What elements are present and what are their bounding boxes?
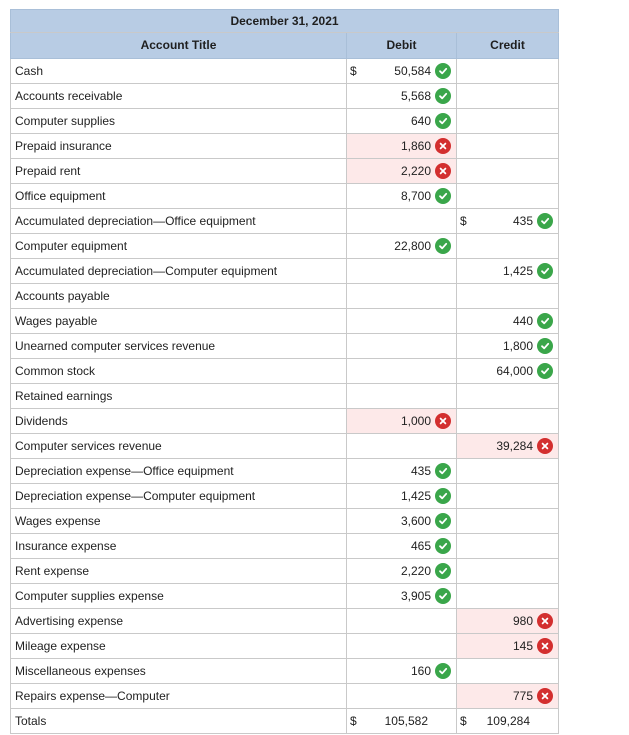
credit-amount-cell[interactable] xyxy=(457,609,559,634)
credit-amount-cell[interactable] xyxy=(457,434,559,459)
check-icon xyxy=(435,513,451,529)
debit-amount: 160 xyxy=(410,664,431,678)
check-icon xyxy=(435,663,451,679)
table-row xyxy=(11,609,559,634)
credit-amount-cell[interactable] xyxy=(457,409,559,434)
debit-amount: 105,582 xyxy=(384,714,428,728)
account-name: Wages expense xyxy=(11,509,347,534)
debit-amount-cell[interactable] xyxy=(347,184,457,209)
debit-amount-cell[interactable] xyxy=(347,234,457,259)
account-name: Accounts receivable xyxy=(11,84,347,109)
account-name: Depreciation expense—Office equipment xyxy=(11,459,347,484)
table-row xyxy=(11,634,559,659)
table-row xyxy=(11,334,559,359)
table-row xyxy=(11,309,559,334)
account-name: Cash xyxy=(11,59,347,84)
table-row xyxy=(11,534,559,559)
check-icon xyxy=(537,213,553,229)
credit-amount-cell[interactable] xyxy=(457,509,559,534)
x-icon xyxy=(537,688,553,704)
credit-amount-cell[interactable] xyxy=(457,159,559,184)
dollar-sign: $ xyxy=(460,714,467,728)
table-row xyxy=(11,159,559,184)
debit-amount-cell[interactable] xyxy=(347,584,457,609)
credit-amount: 1,425 xyxy=(502,264,534,278)
credit-amount-cell[interactable] xyxy=(457,484,559,509)
table-row xyxy=(11,109,559,134)
totals-row xyxy=(11,709,559,734)
credit-amount-cell[interactable] xyxy=(457,659,559,684)
check-icon xyxy=(537,338,553,354)
credit-amount-cell[interactable] xyxy=(457,384,559,409)
debit-amount-cell[interactable] xyxy=(347,609,457,634)
credit-amount-cell[interactable] xyxy=(457,359,559,384)
table-row xyxy=(11,459,559,484)
account-name: Office equipment xyxy=(11,184,347,209)
table-row xyxy=(11,259,559,284)
debit-amount-cell[interactable] xyxy=(347,359,457,384)
debit-amount: 1,000 xyxy=(400,414,431,428)
credit-amount-cell[interactable] xyxy=(457,309,559,334)
debit-amount-cell[interactable] xyxy=(347,309,457,334)
statement-date: December 31, 2021 xyxy=(11,10,559,33)
check-icon xyxy=(435,113,451,129)
credit-amount-cell[interactable] xyxy=(457,259,559,284)
credit-amount-cell[interactable] xyxy=(457,684,559,709)
debit-amount-cell[interactable] xyxy=(347,509,457,534)
table-row xyxy=(11,234,559,259)
debit-amount: 1,425 xyxy=(400,489,431,503)
debit-amount-cell[interactable] xyxy=(347,409,457,434)
table-row xyxy=(11,359,559,384)
account-name: Advertising expense xyxy=(11,609,347,634)
credit-header: Credit xyxy=(457,33,559,59)
credit-amount: 775 xyxy=(512,689,534,703)
debit-amount-cell[interactable] xyxy=(347,434,457,459)
check-icon xyxy=(435,588,451,604)
table-row xyxy=(11,184,559,209)
account-name: Prepaid rent xyxy=(11,159,347,184)
table-row xyxy=(11,559,559,584)
check-icon xyxy=(537,263,553,279)
account-name: Wages payable xyxy=(11,309,347,334)
credit-amount: 145 xyxy=(512,639,534,653)
debit-amount-cell[interactable] xyxy=(347,634,457,659)
account-name: Miscellaneous expenses xyxy=(11,659,347,684)
check-icon xyxy=(435,63,451,79)
x-icon xyxy=(435,413,451,429)
debit-amount: 1,860 xyxy=(400,139,431,153)
debit-amount: 8,700 xyxy=(400,189,431,203)
account-name: Dividends xyxy=(11,409,347,434)
account-name: Computer supplies xyxy=(11,109,347,134)
credit-amount-cell[interactable] xyxy=(457,284,559,309)
check-icon xyxy=(435,463,451,479)
credit-amount-cell[interactable] xyxy=(457,634,559,659)
date-header-row xyxy=(11,10,559,33)
account-title-header: Account Title xyxy=(11,33,347,59)
account-name: Accounts payable xyxy=(11,284,347,309)
table-row xyxy=(11,284,559,309)
account-name: Retained earnings xyxy=(11,384,347,409)
account-name: Common stock xyxy=(11,359,347,384)
account-name: Accumulated depreciation—Computer equipment xyxy=(11,259,347,284)
table-row xyxy=(11,209,559,234)
credit-amount-cell[interactable] xyxy=(457,184,559,209)
credit-amount: 39,284 xyxy=(496,439,534,453)
credit-amount-cell[interactable] xyxy=(457,334,559,359)
account-name: Accumulated depreciation—Office equipment xyxy=(11,209,347,234)
check-icon xyxy=(435,488,451,504)
account-name: Prepaid insurance xyxy=(11,134,347,159)
debit-amount-cell[interactable] xyxy=(347,384,457,409)
debit-amount-cell[interactable] xyxy=(347,559,457,584)
account-name: Computer services revenue xyxy=(11,434,347,459)
table-row xyxy=(11,84,559,109)
debit-header: Debit xyxy=(347,33,457,59)
debit-amount-cell[interactable] xyxy=(347,659,457,684)
totals-label: Totals xyxy=(11,709,347,734)
credit-amount-cell[interactable] xyxy=(457,534,559,559)
check-icon xyxy=(435,188,451,204)
debit-amount-cell[interactable] xyxy=(347,684,457,709)
debit-amount-cell[interactable] xyxy=(347,484,457,509)
check-icon xyxy=(537,313,553,329)
dollar-sign: $ xyxy=(460,214,467,228)
debit-amount-cell[interactable] xyxy=(347,209,457,234)
credit-amount-cell[interactable] xyxy=(457,209,559,234)
x-icon xyxy=(537,438,553,454)
debit-amount-cell[interactable] xyxy=(347,84,457,109)
table-row xyxy=(11,684,559,709)
credit-amount-cell[interactable] xyxy=(457,584,559,609)
x-icon xyxy=(435,163,451,179)
table-row xyxy=(11,134,559,159)
debit-amount-cell[interactable] xyxy=(347,334,457,359)
account-name: Computer equipment xyxy=(11,234,347,259)
check-icon xyxy=(435,563,451,579)
credit-amount-cell[interactable] xyxy=(457,234,559,259)
account-name: Unearned computer services revenue xyxy=(11,334,347,359)
debit-amount-cell[interactable] xyxy=(347,459,457,484)
table-row xyxy=(11,584,559,609)
check-icon xyxy=(435,538,451,554)
check-icon xyxy=(435,238,451,254)
credit-amount-cell[interactable] xyxy=(457,84,559,109)
account-name: Mileage expense xyxy=(11,634,347,659)
table-row xyxy=(11,509,559,534)
table-row xyxy=(11,409,559,434)
credit-amount-cell[interactable] xyxy=(457,109,559,134)
debit-amount: 5,568 xyxy=(400,89,431,103)
check-icon xyxy=(435,88,451,104)
account-name: Depreciation expense—Computer equipment xyxy=(11,484,347,509)
credit-amount-cell[interactable] xyxy=(457,134,559,159)
debit-amount: 435 xyxy=(410,464,431,478)
x-icon xyxy=(537,638,553,654)
debit-amount-cell[interactable] xyxy=(347,709,457,734)
column-header-row xyxy=(11,33,559,59)
debit-amount-cell[interactable] xyxy=(347,59,457,84)
credit-amount: 64,000 xyxy=(496,364,534,378)
debit-amount: 465 xyxy=(410,539,431,553)
debit-amount: 50,584 xyxy=(394,64,431,78)
trial-balance-table xyxy=(10,9,559,734)
debit-amount-cell[interactable] xyxy=(347,534,457,559)
account-name: Repairs expense—Computer xyxy=(11,684,347,709)
account-name: Insurance expense xyxy=(11,534,347,559)
debit-amount: 3,600 xyxy=(400,514,431,528)
table-row xyxy=(11,59,559,84)
debit-amount-cell[interactable] xyxy=(347,284,457,309)
debit-amount-cell[interactable] xyxy=(347,134,457,159)
dollar-sign: $ xyxy=(350,64,357,78)
credit-amount: 109,284 xyxy=(486,714,531,728)
debit-amount-cell[interactable] xyxy=(347,259,457,284)
debit-amount: 640 xyxy=(410,114,431,128)
x-icon xyxy=(537,613,553,629)
table-row xyxy=(11,434,559,459)
debit-amount-cell[interactable] xyxy=(347,159,457,184)
account-name: Rent expense xyxy=(11,559,347,584)
x-icon xyxy=(435,138,451,154)
debit-amount: 22,800 xyxy=(394,239,431,253)
dollar-sign: $ xyxy=(350,714,357,728)
debit-amount: 2,220 xyxy=(400,164,431,178)
credit-amount: 980 xyxy=(512,614,534,628)
check-icon xyxy=(537,363,553,379)
table-row xyxy=(11,484,559,509)
credit-amount-cell[interactable] xyxy=(457,559,559,584)
table-row xyxy=(11,384,559,409)
credit-amount-cell[interactable] xyxy=(457,459,559,484)
account-name: Computer supplies expense xyxy=(11,584,347,609)
credit-amount: 435 xyxy=(512,214,534,228)
debit-amount-cell[interactable] xyxy=(347,109,457,134)
debit-amount: 3,905 xyxy=(400,589,431,603)
debit-amount: 2,220 xyxy=(400,564,431,578)
credit-amount: 440 xyxy=(512,314,534,328)
credit-amount-cell[interactable] xyxy=(457,709,559,734)
credit-amount-cell[interactable] xyxy=(457,59,559,84)
table-row xyxy=(11,659,559,684)
credit-amount: 1,800 xyxy=(502,339,534,353)
